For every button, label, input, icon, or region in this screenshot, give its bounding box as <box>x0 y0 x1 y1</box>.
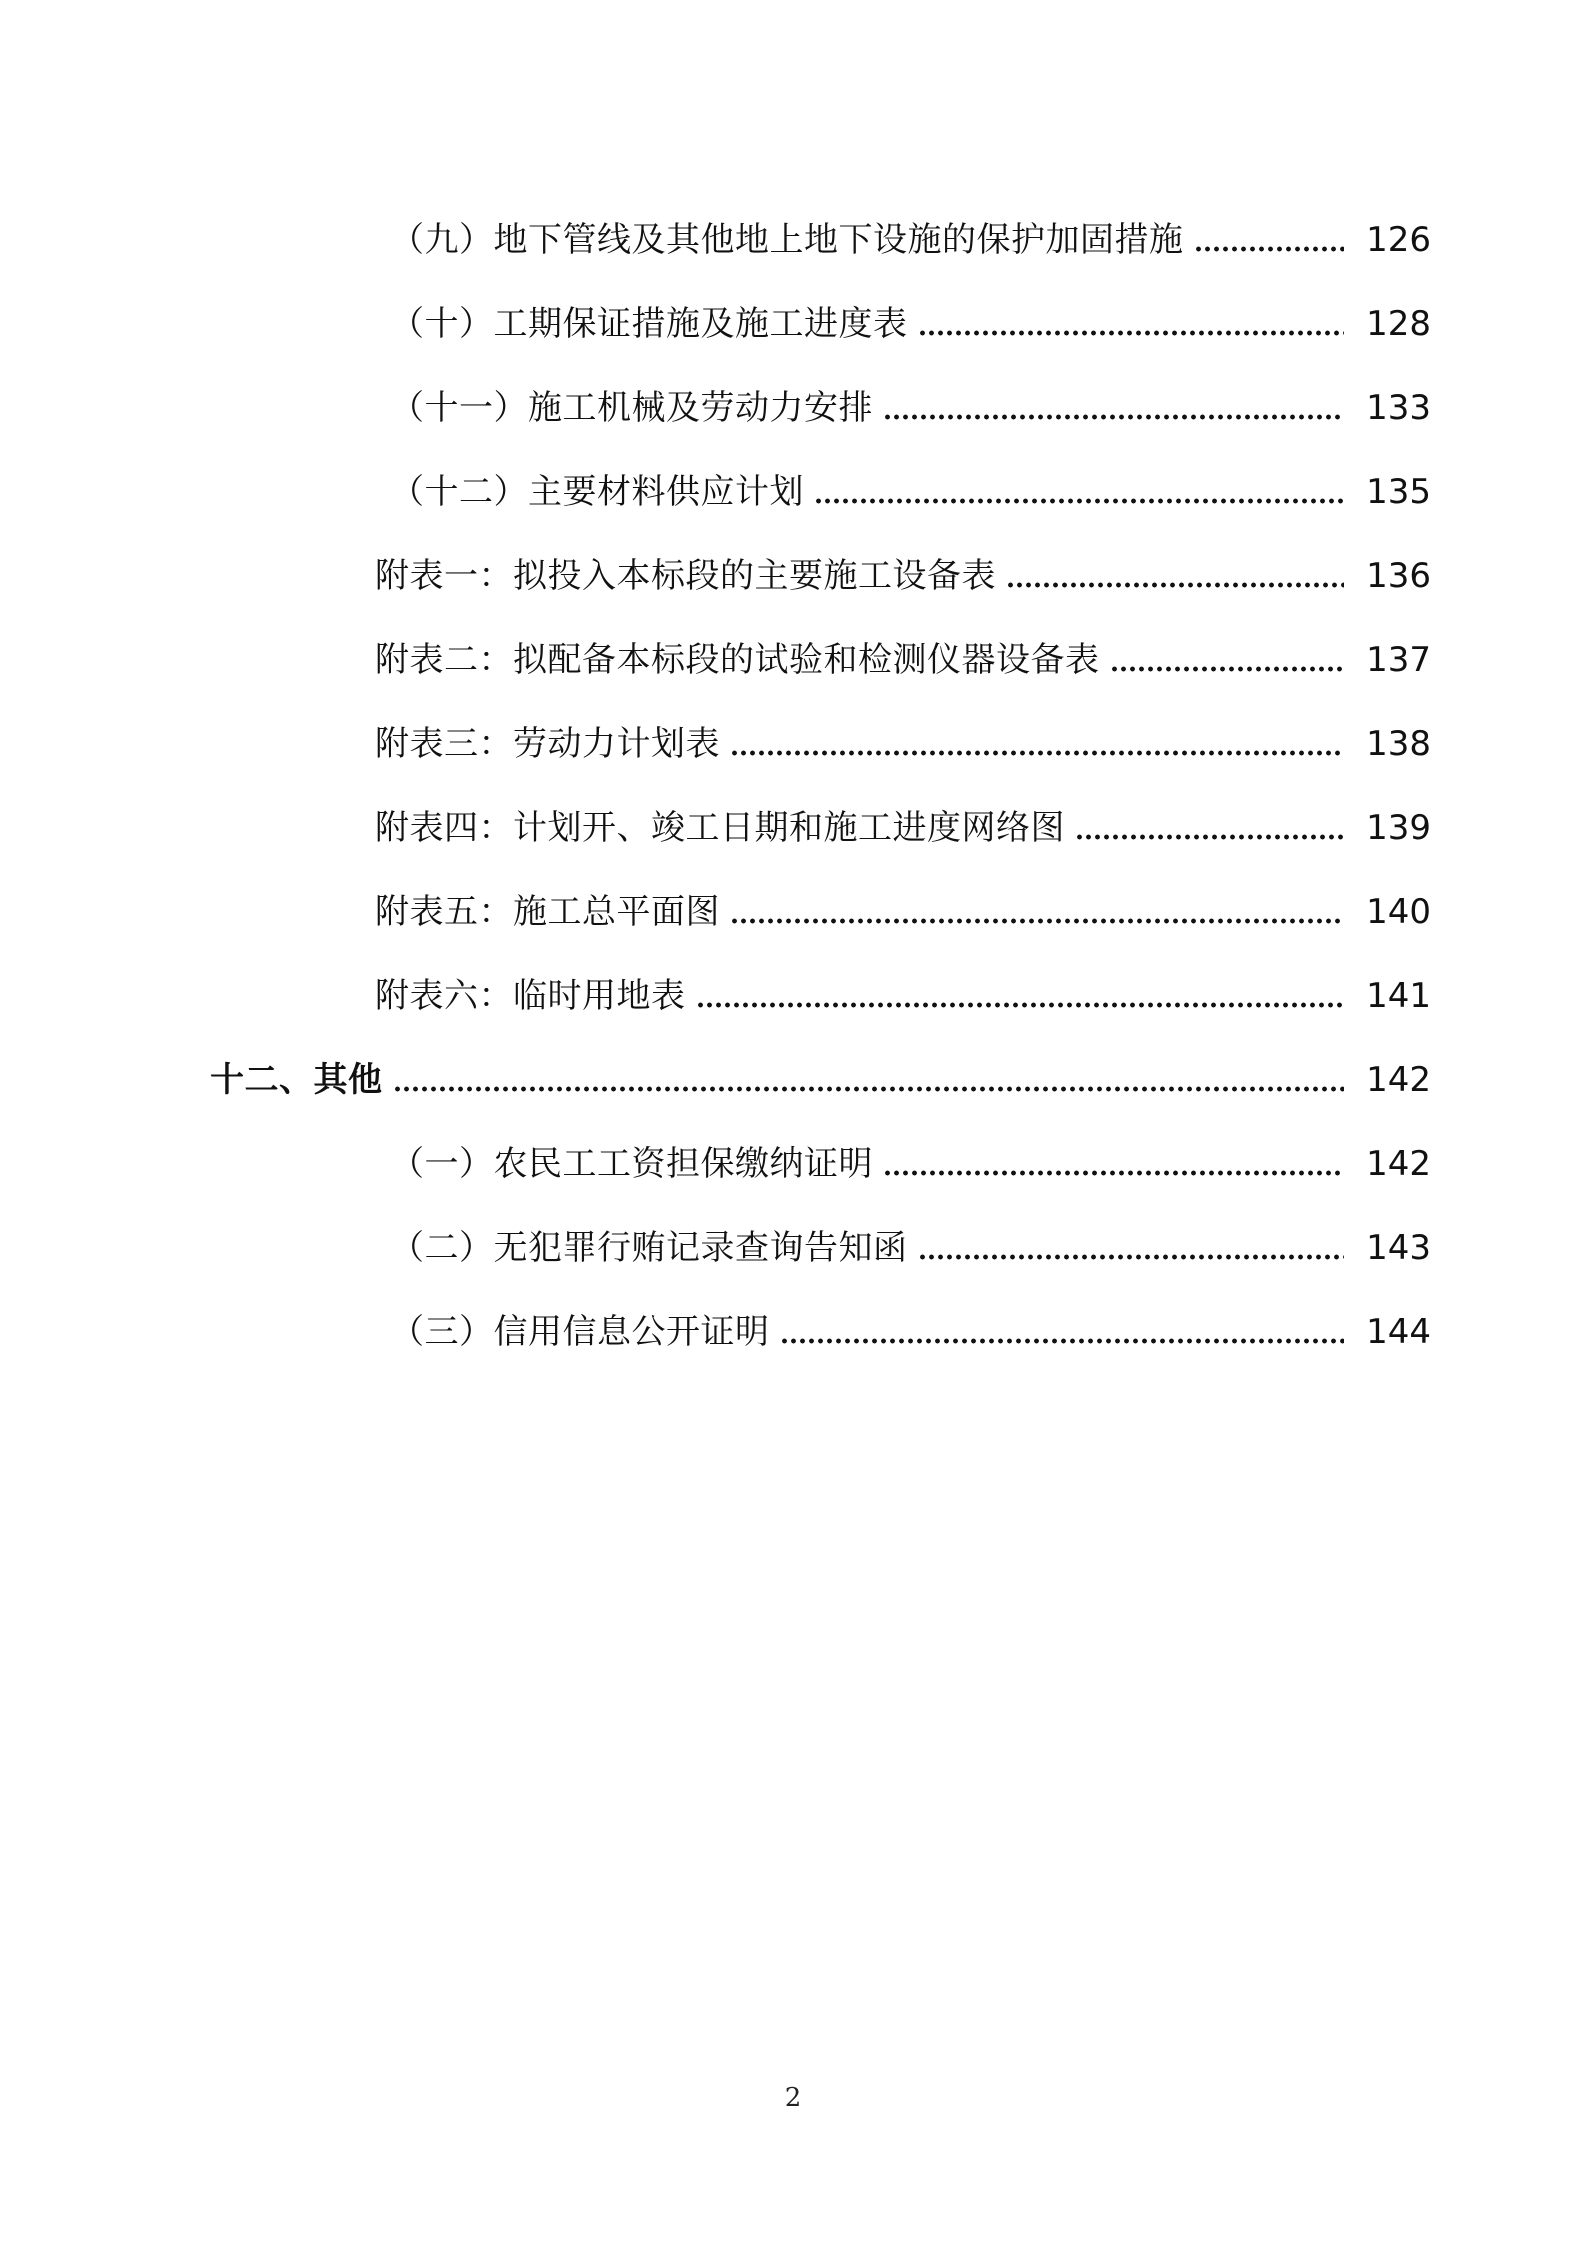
toc-entry[interactable] <box>0 954 1586 1038</box>
toc-entry[interactable] <box>0 1122 1586 1206</box>
toc-dot-leader <box>730 750 1344 756</box>
toc-entry-title: 附表四：计划开、竣工日期和施工进度网络图 <box>375 808 1065 848</box>
toc-entry[interactable] <box>0 870 1586 954</box>
toc-entry[interactable] <box>0 618 1586 702</box>
toc-entry-page: 138 <box>1366 724 1431 764</box>
toc-entry-page: 142 <box>1366 1144 1431 1184</box>
toc-entry-page: 136 <box>1366 556 1431 596</box>
toc-entry[interactable] <box>0 366 1586 450</box>
toc-entry-title: （三）信用信息公开证明 <box>390 1312 770 1352</box>
toc-dot-leader <box>918 1254 1345 1260</box>
toc-entry-page: 142 <box>1366 1060 1431 1100</box>
toc-dot-leader <box>1194 246 1345 252</box>
toc-entry-page: 126 <box>1366 220 1431 260</box>
toc-entry-title: 附表五：施工总平面图 <box>375 892 720 932</box>
toc-dot-leader <box>393 1086 1345 1092</box>
toc-dot-leader <box>918 330 1345 336</box>
toc-entry-title: 附表一：拟投入本标段的主要施工设备表 <box>375 556 996 596</box>
toc-entry[interactable] <box>0 450 1586 534</box>
toc-entry-page: 128 <box>1366 304 1431 344</box>
toc-entry-title: 十二、其他 <box>210 1060 383 1100</box>
toc-dot-leader <box>883 414 1344 420</box>
toc-dot-leader <box>883 1170 1344 1176</box>
page-number: 2 <box>784 2083 802 2113</box>
toc-entry[interactable] <box>0 702 1586 786</box>
toc-entry[interactable] <box>0 1206 1586 1290</box>
toc-dot-leader <box>780 1338 1345 1344</box>
toc-entry[interactable] <box>0 1290 1586 1374</box>
toc-entry-page: 144 <box>1366 1312 1431 1352</box>
toc-entry[interactable] <box>0 534 1586 618</box>
toc-entry-title: 附表三：劳动力计划表 <box>375 724 720 764</box>
toc-entry[interactable] <box>0 198 1586 282</box>
toc-dot-leader <box>696 1002 1345 1008</box>
toc-section-heading[interactable] <box>0 1038 1586 1122</box>
toc-entry-title: 附表二：拟配备本标段的试验和检测仪器设备表 <box>375 640 1100 680</box>
toc-dot-leader <box>730 918 1344 924</box>
toc-entry-page: 133 <box>1366 388 1431 428</box>
toc-entry-page: 141 <box>1366 976 1431 1016</box>
toc-entry-title: （十二）主要材料供应计划 <box>390 472 804 512</box>
toc-entry-title: （二）无犯罪行贿记录查询告知函 <box>390 1228 908 1268</box>
toc-entry-title: （九）地下管线及其他地上地下设施的保护加固措施 <box>390 220 1184 260</box>
toc-entry-page: 143 <box>1366 1228 1431 1268</box>
table-of-contents <box>0 198 1586 1374</box>
toc-entry[interactable] <box>0 282 1586 366</box>
toc-entry-page: 139 <box>1366 808 1431 848</box>
toc-entry-title: 附表六：临时用地表 <box>375 976 686 1016</box>
toc-dot-leader <box>1006 582 1344 588</box>
toc-entry-page: 140 <box>1366 892 1431 932</box>
toc-entry-page: 135 <box>1366 472 1431 512</box>
toc-dot-leader <box>814 498 1344 504</box>
toc-dot-leader <box>1110 666 1345 672</box>
toc-entry[interactable] <box>0 786 1586 870</box>
toc-entry-page: 137 <box>1366 640 1431 680</box>
toc-dot-leader <box>1075 834 1344 840</box>
toc-entry-title: （一）农民工工资担保缴纳证明 <box>390 1144 873 1184</box>
toc-entry-title: （十）工期保证措施及施工进度表 <box>390 304 908 344</box>
toc-entry-title: （十一）施工机械及劳动力安排 <box>390 388 873 428</box>
